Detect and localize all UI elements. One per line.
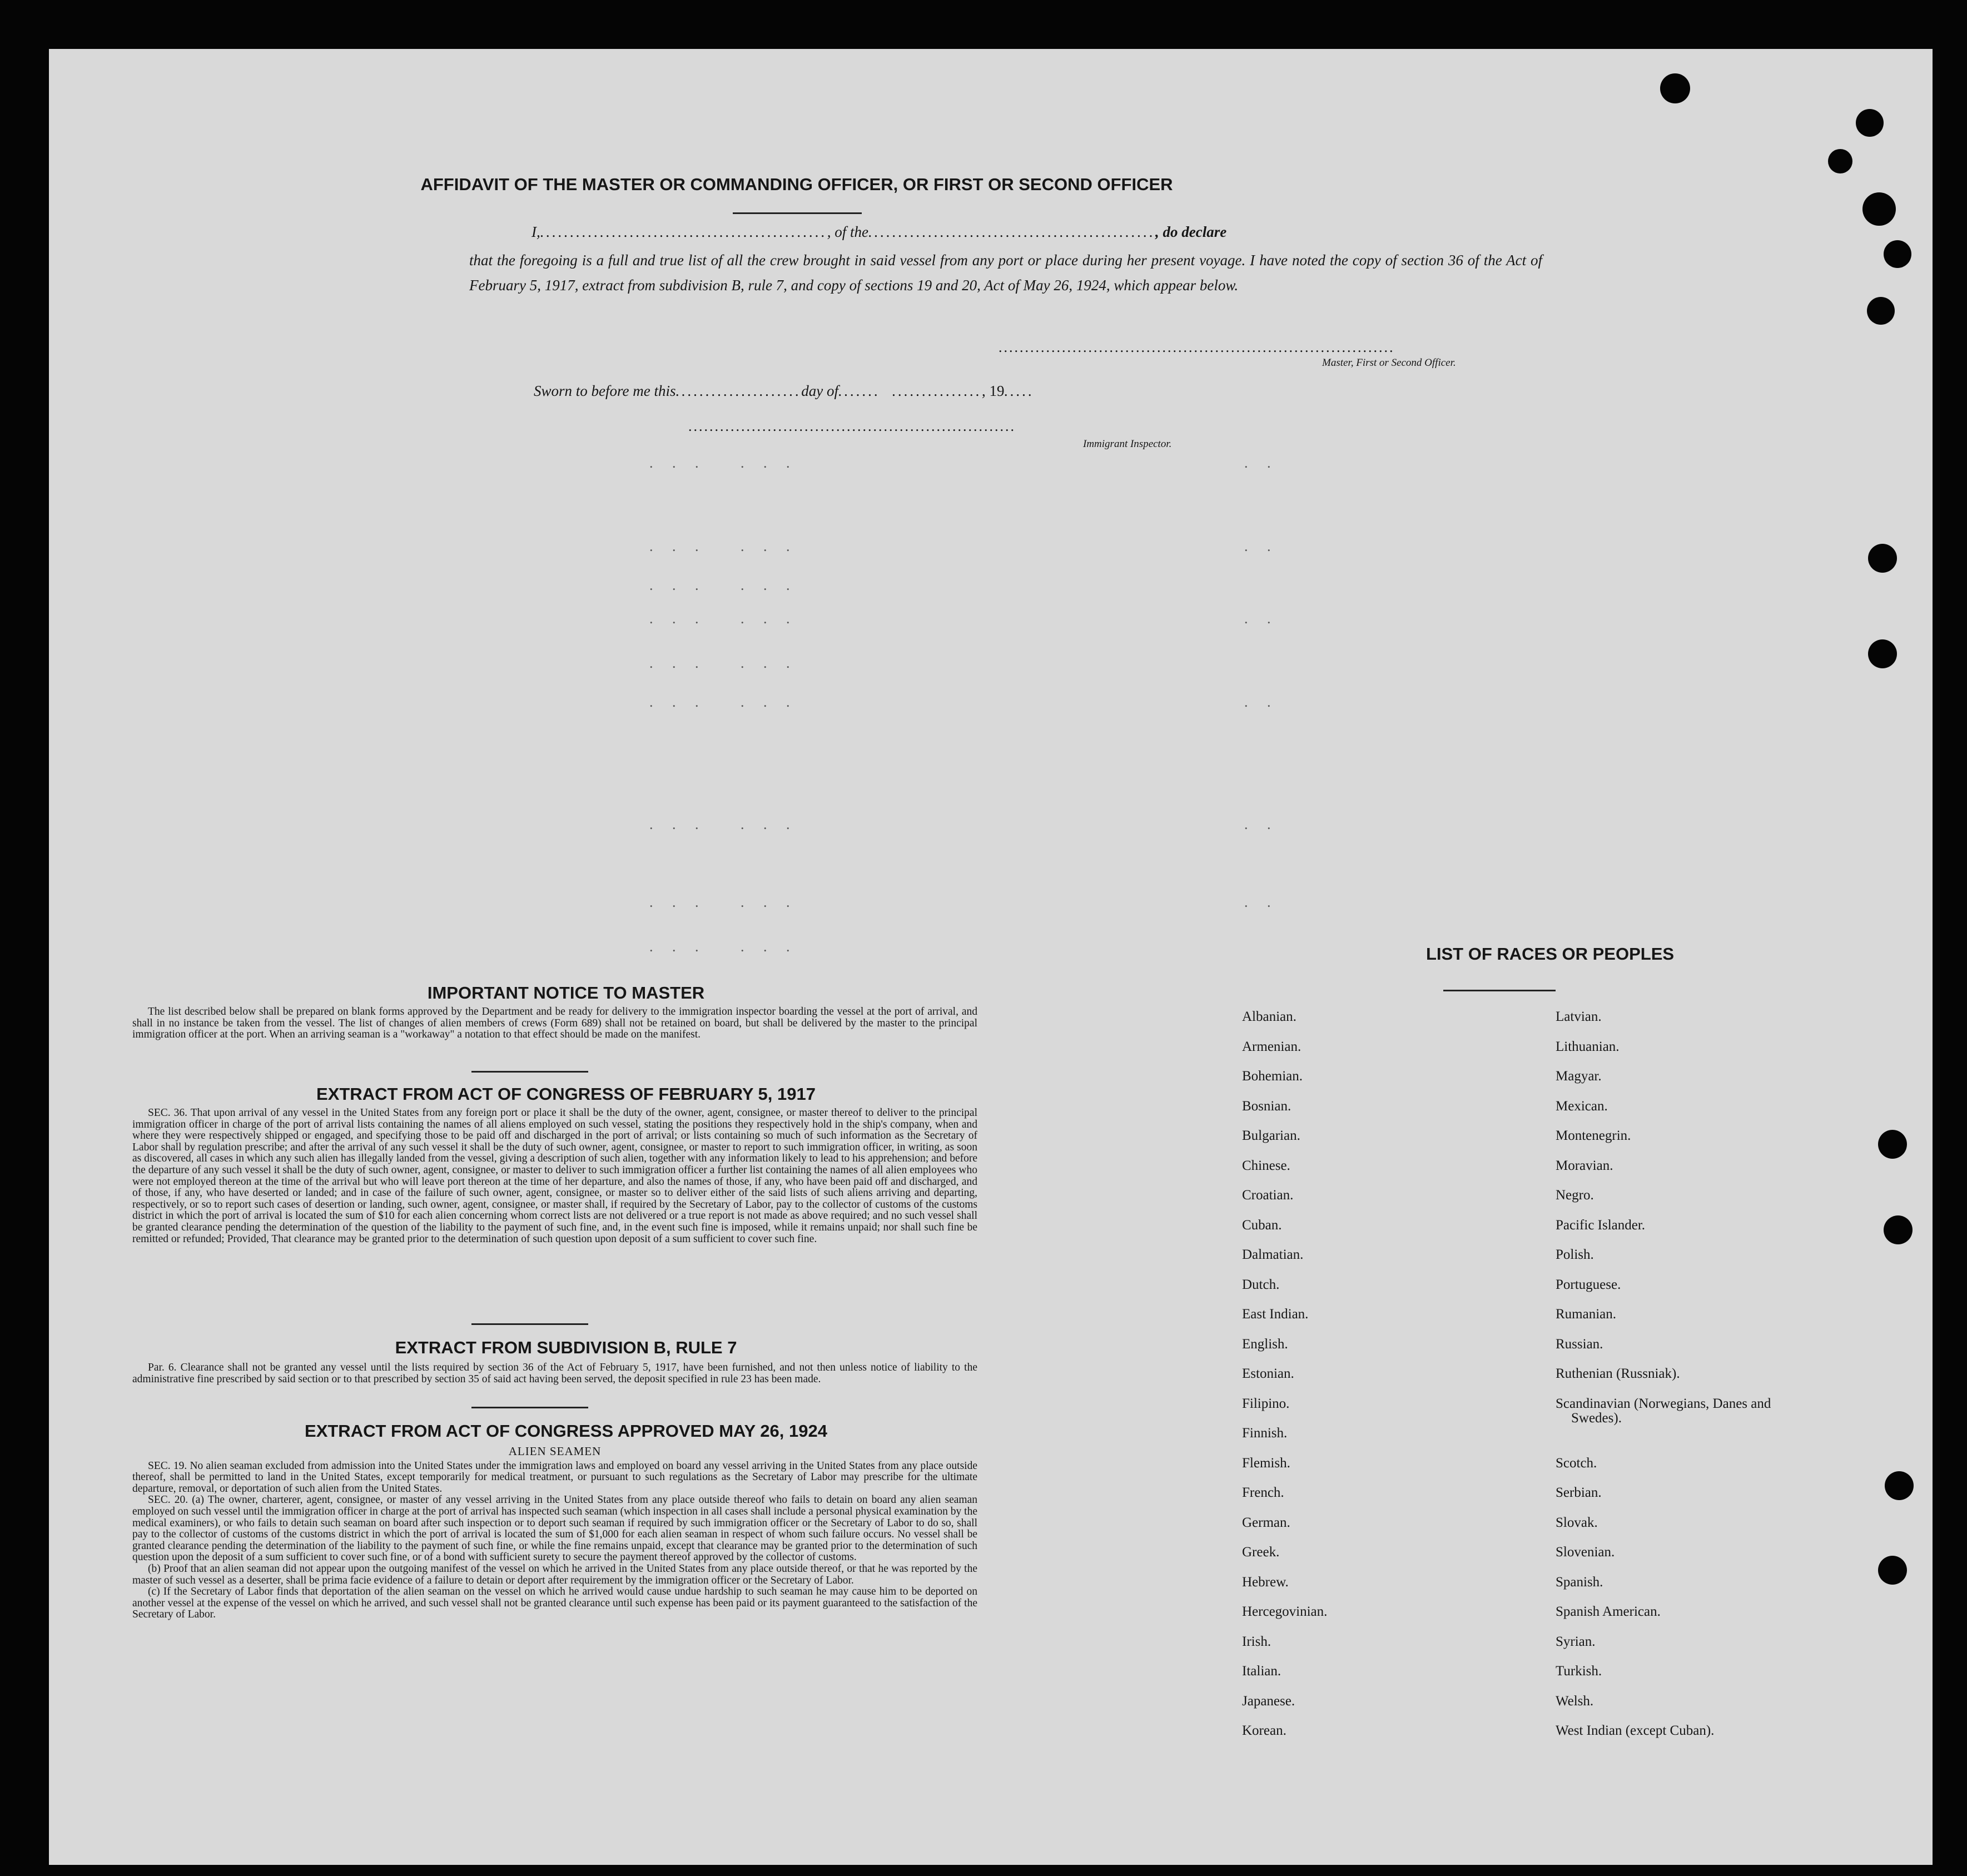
race-item: Greek. — [1242, 1545, 1280, 1560]
sec-20c-paragraph: (c) If the Secretary of Labor finds that deportation of the alien seaman on the vessel on which he arrived would cause undue hardship to such seaman he may cause him to be deported on another vessel at the expense of the vessel on which he arrived, and such vessel shall not be granted clearance until such expense has been paid or its payment guaranteed to the satisfaction of the Secretary of Labor. — [132, 1586, 977, 1621]
race-item: Rumanian. — [1556, 1307, 1617, 1322]
punch-hole — [1862, 192, 1896, 226]
punch-hole — [1878, 1130, 1907, 1159]
punch-hole — [1867, 297, 1895, 325]
punch-hole — [1885, 1471, 1914, 1500]
race-item: Ruthenian (Russniak). — [1556, 1366, 1680, 1381]
race-item: Welsh. — [1556, 1693, 1594, 1709]
par-6-paragraph: Par. 6. Clearance shall not be granted any vessel until the lists required by section 36 of the Act of February 5, 1917, have been furnished, and not then unless notice of liability to the administrative fine prescribed by said section or to that prescribed by section 35 of said act having been served, the deposit specified in rule 23 has been made. — [132, 1362, 977, 1385]
section-rule — [471, 1407, 588, 1408]
race-item: Cuban. — [1242, 1217, 1282, 1233]
punch-hole — [1868, 544, 1897, 573]
affidavit-body: that the foregoing is a full and true list of all the crew brought in said vessel from any port or place during her present voyage. I have noted the copy of section 36 of the Act of February 5, 1917, extract from subdivision B, rule 7, and copy of sections 19 and 20, Act of May 26, 1924, which appear below. — [469, 252, 1542, 294]
sworn-text: Sworn to before me this — [534, 383, 676, 399]
race-item: Armenian. — [1242, 1039, 1302, 1054]
sec-20b-paragraph: (b) Proof that an alien seaman did not appear upon the outgoing manifest of the vessel on which he arrived in the United States from any place outside thereof, or that he was reported by the master of such vessel as a deserter, shall be prima facie evidence of a failure to detain or deport after requirement by the immigration officer or the Secretary of Labor. — [132, 1562, 977, 1586]
affidavit-title: AFFIDAVIT OF THE MASTER OR COMMANDING OFFICER, OR FIRST OR SECOND OFFICER — [420, 175, 1173, 194]
extract-rule7-text — [132, 1362, 977, 1385]
form-sheet: AFFIDAVIT OF THE MASTER OR COMMANDING OFFICER, OR FIRST OR SECOND OFFICER I,................................................, of the................................................, do declare that the foregoing is a full and true list of all the crew brought in said vessel from any port or place during her present voyage. I have noted the copy of section 36 of the Act of February 5, 1917, extract from subdivision B, rule 7, and copy of sections 19 and 20, Act of May 26, 1924, which appear below. ........................................................................... Master, First or Second Officer. Sworn to before me this.....................day of....... ..............., 19..... .............................................................. Immigrant Inspector. . . . . . . . . . . . . . . . . . . . . . . . . . . . . . . . . . . . . . . . . . . . . . . . . . . . . . . . . . . . . . . . . . . IMPORTANT NOTICE TO MASTER The list described below shall be prepared on blank forms approved by the Department and be ready for delivery to the immigration inspector boarding the vessel at the port of arrival, and shall in no instance be taken from the vessel. The list of changes of alien members of crews (Form 689) shall not be retained on board, but shall be delivered by the master to the principal immigration officer at the port. When an arriving seaman is a "workaway" a notation to that effect should be made on the manifest. EXTRACT FROM ACT OF CONGRESS OF FEBRUARY 5, 1917 SEC. 36. That upon arrival of any vessel in the United States from any foreign port or place it shall be the duty of the owner, agent, consignee, or master thereof to deliver to the principal immigration officer in charge of the port of arrival lists containing the names of all aliens employed on such vessel, stating the positions they respectively hold in the ship's company, when and where they were respectively shipped or engaged, and specifying those to be paid off and discharged in the port of arrival; or lists containing so much of such information as the Secretary of Labor shall by regulation prescribe; and after the arrival of any such vessel it shall be the duty of such owner, agent, consignee, or master to report to such immigration officer, in writing, as soon as discovered, all cases in which any such alien has illegally landed from the vessel, giving a description of such alien, together with any information likely to lead to his apprehension; and before the departure of any such vessel it shall be the duty of such owner, agent, consignee, or master to deliver to such immigration officer a further list containing the names of all alien employees who were not employed thereon at the time of the arrival but who will leave port thereon at the time of her departure, and also the names of those, if any, who have been paid off and discharged, and of those, if any, who have deserted or landed; and in case of the failure of such owner, agent, consignee, or master so to deliver either of the said lists of such aliens arriving and departing, respectively, or so to report such cases of desertion or landing, such owner, agent, consignee, or master shall, if required by the Secretary of Labor, pay to the collector of customs of the customs district in which the port of arrival is located the sum of $10 for each alien concerning whom correct lists are not delivered or a true report is not made as above required; and no such vessel shall be granted clearance pending the determination of the question of the liability to the payment of such fine, and, in the event such fine is imposed, while it remains unpaid; nor shall such fine be remitted or refunded; Provided, That clearance may be granted prior to the determination of such question upon deposit of a sum sufficient to cover such fine. EXTRACT FROM SUBDIVISION B, RULE 7 Par. 6. Clearance shall not be granted any vessel until the lists required by section 36 of the Act of February 5, 1917, have been furnished, and not then unless notice of liability to the administrative fine prescribed by said section or to that prescribed by section 35 of said act having been served, the deposit specified in rule 23 has been made. EXTRACT FROM ACT OF CONGRESS APPROVED MAY 26, 1924 ALIEN SEAMEN SEC. 19. No alien seaman excluded from admission into the United States under the immigration laws and employed on board any vessel arriving in the United States from any place outside thereof, shall be permitted to land in the United States, except temporarily for medical treatment, or pursuant to such regulations as the Secretary of Labor may prescribe for the ultimate departure, removal, or deportation of such alien from the United States. SEC. 20. (a) The owner, charterer, agent, consignee, or master of any vessel arriving in the United States from any place outside thereof who fails to detain on board any alien seaman employed on such vessel until the immigration officer in charge at the port of arrival has inspected such seaman (which inspection in all cases shall include a personal physical examination by the medical examiners), or who fails to detain such seaman on board after such inspection or to deport such seaman if required by such immigration officer or the Secretary of Labor to do so, shall pay to the collector of customs of the customs district in which the port of arrival is located the sum of $1,000 for each alien seaman in respect of whom such failure occurs. No vessel shall be granted clearance pending the determination of the liability to the payment of such fine, or while the fine remains unpaid, except that clearance may be granted prior to the determination of such question upon the deposit of a sum sufficient to cover such fine, or of a bond with sufficient surety to secure the payment thereof approved by the collector of customs. (b) Proof that an alien seaman did not appear upon the outgoing manifest of the vessel on which he arrived in the United States from any place outside thereof, or that he was reported by the master of such vessel as a deserter, shall be prima facie evidence of a failure to detain or deport after requirement by the immigration officer or the Secretary of Labor. (c) If the Secretary of Labor finds that deportation of the alien seaman on the vessel on which he arrived would cause undue hardship to such seaman he may cause him to be deported on another vessel at the expense of the vessel on which he arrived, and such vessel shall not be granted clearance until such expense has been paid or its payment guaranteed to the satisfaction of the Secretary of Labor. LIST OF RACES OR PEOPLES Albanian. Armenian. Bohemian. Bosnian. Bulgarian. Chinese. Croatian. Cuban. Dalmatian. Dutch. East Indian. English. Estonian. Filipino. Finnish. Flemish. French. German. Greek. Hebrew. Hercegovinian. Irish. Italian. Japanese. Korean. Latvian. Lithuanian. Magyar. Mexican. Montenegrin. Moravian. Negro. Pacific Islander. Polish. Portuguese. Rumanian. Russian. Ruthenian (Russniak). Scandinavian (Norwegians, Danes and Swedes). Scotch. Serbian. Slovak. Slovenian. Spanish. Spanish American. Syrian. Turkish. Welsh. West Indian (except Cuban). — [49, 49, 1933, 1865]
race-item: Bohemian. — [1242, 1069, 1303, 1084]
race-item: West Indian (except Cuban). — [1556, 1723, 1715, 1738]
race-item: Croatian. — [1242, 1188, 1294, 1203]
vessel-name-field[interactable]: ................................................ — [868, 224, 1155, 240]
inspector-signature-line[interactable]: .............................................................. — [688, 418, 1016, 434]
section-rule — [471, 1323, 588, 1325]
race-item: Portuguese. — [1556, 1277, 1621, 1292]
races-right-column — [1556, 1010, 1789, 1754]
race-item: Scandinavian (Norwegians, Danes and Swedes). — [1556, 1396, 1771, 1426]
race-item: Spanish. — [1556, 1574, 1603, 1590]
races-title-rule — [1443, 990, 1556, 991]
race-item: Spanish American. — [1556, 1604, 1661, 1619]
race-item: Hercegovinian. — [1242, 1604, 1328, 1619]
race-item: Montenegrin. — [1556, 1128, 1631, 1143]
race-item: German. — [1242, 1515, 1290, 1530]
punch-hole — [1884, 1215, 1913, 1244]
punch-hole — [1828, 149, 1852, 173]
alien-seamen-subtitle: ALIEN SEAMEN — [508, 1445, 602, 1458]
sec-36-paragraph: SEC. 36. That upon arrival of any vessel in the United States from any foreign port or place it shall be the duty of the owner, agent, consignee, or master thereof to deliver to the principal immigration officer in charge of the port of arrival lists containing the names of all aliens employed on such vessel, stating the positions they respectively hold in the ship's company, when and where they were respectively shipped or engaged, and specifying those to be paid off and discharged in the port of arrival; or lists containing so much of such information as the Secretary of Labor shall by regulation prescribe; and after the arrival of any such vessel it shall be the duty of such owner, agent, consignee, or master to report to such immigration officer, in writing, as soon as discovered, all cases in which any such alien has illegally landed from the vessel, giving a description of such alien, together with any information likely to lead to his apprehension; and before the departure of any such vessel it shall be the duty of such owner, agent, consignee, or master to deliver to such immigration officer a further list containing the names of all alien employees who were not employed thereon at the time of the arrival but who will leave port thereon at the time of her departure, and also the names of those, if any, who have been paid off and discharged, and of those, if any, who have deserted or landed; and in case of the failure of such owner, agent, consignee, or master so to deliver either of the said lists of such aliens arriving and departing, respectively, or so to report such cases of desertion or landing, such owner, agent, consignee, or master shall, if required by the Secretary of Labor, pay to the collector of customs of the customs district in which the port of arrival is located the sum of $10 for each alien concerning whom correct lists are not delivered or a true report is not made as above required; and no such vessel shall be granted clearance pending the determination of the question of the liability to the payment of such fine, and, in the event such fine is imposed, while it remains unpaid; nor shall such fine be remitted or refunded; Provided, That clearance may be granted prior to the determination of such question upon deposit of a sum sufficient to cover such fine. — [132, 1107, 977, 1245]
race-item: Flemish. — [1242, 1455, 1290, 1471]
extract-rule7-title: EXTRACT FROM SUBDIVISION B, RULE 7 — [395, 1338, 737, 1357]
race-item: Scotch. — [1556, 1455, 1597, 1471]
extract-1924-title: EXTRACT FROM ACT OF CONGRESS APPROVED MAY 26, 1924 — [305, 1421, 827, 1441]
signature-label: Master, First or Second Officer. — [1322, 357, 1456, 369]
signature-line[interactable]: ........................................................................... — [999, 339, 1395, 355]
race-item: English. — [1242, 1336, 1288, 1352]
race-item: Negro. — [1556, 1188, 1594, 1203]
race-item: East Indian. — [1242, 1307, 1309, 1322]
race-item: French. — [1242, 1485, 1284, 1500]
race-item: Latvian. — [1556, 1009, 1602, 1024]
race-item: Korean. — [1242, 1723, 1287, 1738]
races-left-column — [1242, 1010, 1476, 1754]
affidavit-title-rule — [733, 212, 862, 214]
races-title: LIST OF RACES OR PEOPLES — [1425, 944, 1675, 964]
affidavit-of-the: , of the — [827, 224, 868, 240]
extract-1917-text — [132, 1108, 977, 1245]
race-item: Mexican. — [1556, 1098, 1608, 1114]
punch-hole — [1856, 109, 1884, 137]
race-item: Hebrew. — [1242, 1574, 1289, 1590]
race-item: Slovenian. — [1556, 1545, 1615, 1560]
affidavit-i: I, — [532, 224, 540, 240]
race-item: Dutch. — [1242, 1277, 1280, 1292]
extract-1917-title: EXTRACT FROM ACT OF CONGRESS OF FEBRUARY 5, 1917 — [316, 1084, 816, 1104]
race-item: Pacific Islander. — [1556, 1217, 1646, 1233]
sworn-month-field[interactable]: ....... ............... — [838, 383, 982, 399]
race-item: Bulgarian. — [1242, 1128, 1300, 1143]
affidavit-do-declare: , do declare — [1155, 224, 1227, 240]
sec-19-paragraph: SEC. 19. No alien seaman excluded from admission into the United States under the immigration laws and employed on board any vessel arriving in the United States from any place outside thereof, shall be permitted to land in the United States, except temporarily for medical treatment, or pursuant to such regulations as the Secretary of Labor may prescribe for the ultimate departure, removal, or deportation of such alien from the United States. — [132, 1460, 977, 1495]
notice-text — [132, 1006, 977, 1041]
race-item: Italian. — [1242, 1664, 1281, 1679]
race-item: Chinese. — [1242, 1158, 1290, 1173]
sworn-line — [534, 383, 1034, 400]
sworn-year-prefix: , 19 — [982, 383, 1005, 399]
race-item: Estonian. — [1242, 1366, 1294, 1381]
race-item: Lithuanian. — [1556, 1039, 1620, 1054]
sec-20a-paragraph: SEC. 20. (a) The owner, charterer, agent, consignee, or master of any vessel arriving in the United States from any place outside thereof who fails to detain on board any alien seaman employed on such vessel until the immigration officer in charge at the port of arrival has inspected such seaman (which inspection in all cases shall include a personal physical examination by the medical examiners), or who fails to detain such seaman on board after such inspection or to deport such seaman if required by such immigration officer or the Secretary of Labor to do so, shall pay to the collector of customs of the customs district in which the port of arrival is located the sum of $1,000 for each alien seaman in respect of whom such failure occurs. No vessel shall be granted clearance pending the determination of the liability to the payment of such fine, or while the fine remains unpaid, except that clearance may be granted prior to the determination of such question upon the deposit of a sum sufficient to cover such fine, or of a bond with sufficient surety to secure the payment thereof approved by the collector of customs. — [132, 1494, 977, 1564]
notice-title: IMPORTANT NOTICE TO MASTER — [427, 983, 705, 1002]
sworn-day-field[interactable]: ..................... — [675, 383, 802, 399]
race-item: Slovak. — [1556, 1515, 1598, 1530]
race-item: Moravian. — [1556, 1158, 1613, 1173]
notice-paragraph: The list described below shall be prepared on blank forms approved by the Department and be ready for delivery to the immigration inspector boarding the vessel at the port of arrival, and shall in no instance be taken from the vessel. The list of changes of alien members of crews (Form 689) shall not be retained on board, but shall be delivered by the master to the principal immigration officer at the port. When an arriving seaman is a "workaway" a notation to that effect should be made on the manifest. — [132, 1006, 977, 1041]
punch-hole — [1660, 73, 1690, 103]
race-item: Serbian. — [1556, 1485, 1602, 1500]
inspector-label: Immigrant Inspector. — [1083, 438, 1172, 450]
sworn-year-field[interactable]: ..... — [1004, 383, 1035, 399]
race-item: Polish. — [1556, 1247, 1594, 1262]
race-item: Syrian. — [1556, 1634, 1596, 1649]
race-item: Russian. — [1556, 1336, 1603, 1352]
punch-hole — [1868, 639, 1897, 668]
master-name-field[interactable]: ................................................ — [540, 224, 827, 240]
section-rule — [471, 1071, 588, 1073]
race-item: Finnish. — [1242, 1426, 1288, 1441]
affidavit-declaration-line — [532, 224, 1543, 241]
race-item: Bosnian. — [1242, 1098, 1292, 1114]
extract-1924-text — [132, 1445, 977, 1621]
punch-hole — [1884, 240, 1911, 268]
race-item: Irish. — [1242, 1634, 1271, 1649]
race-item: Albanian. — [1242, 1009, 1297, 1024]
race-item: Filipino. — [1242, 1396, 1290, 1411]
race-item: Turkish. — [1556, 1664, 1602, 1679]
race-item: Magyar. — [1556, 1069, 1602, 1084]
race-item: Japanese. — [1242, 1693, 1295, 1709]
punch-hole — [1878, 1556, 1907, 1585]
sworn-day-of: day of — [801, 383, 838, 399]
race-item: Dalmatian. — [1242, 1247, 1304, 1262]
